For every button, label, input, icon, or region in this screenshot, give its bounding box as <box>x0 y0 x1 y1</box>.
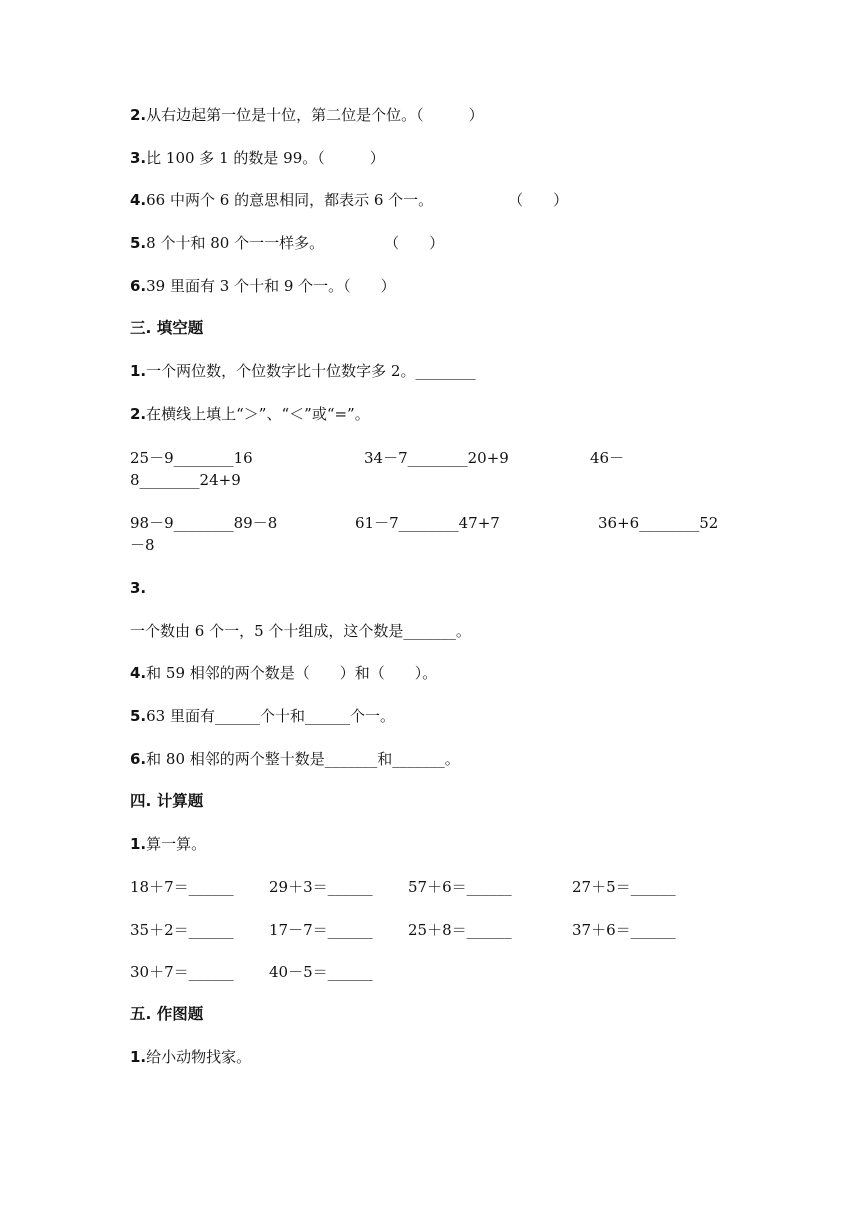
fill-item-3-text: 一个数由 6 个一，5 个十组成，这个数是_______。 <box>130 622 471 640</box>
calc-expression: 30＋7＝______ <box>130 963 234 981</box>
calc-expression: 29＋3＝______ <box>269 878 373 896</box>
section-heading-calc: 四. 计算题 <box>130 792 204 810</box>
item-number: 5. <box>130 707 147 725</box>
calc-expression: 37＋6＝______ <box>572 921 676 939</box>
calc-expression: 25＋8＝______ <box>408 921 512 939</box>
item-text: 算一算。 <box>146 835 207 853</box>
compare-expression: 34－7________20+9 <box>364 449 509 467</box>
item-text: 63 里面有______个十和______个一。 <box>146 707 395 725</box>
item-number: 4. <box>130 191 147 209</box>
compare-expression: 61－7________47+7 <box>355 514 500 532</box>
calc-expression: 18＋7＝______ <box>130 878 234 896</box>
item-text: 39 里面有 3 个十和 9 个一。（ ） <box>146 277 396 295</box>
fill-item-3-number <box>130 578 146 598</box>
item-text: 和 80 相邻的两个整十数是_______和_______。 <box>146 750 460 768</box>
fill-item-4 <box>130 663 437 683</box>
item-text: 给小动物找家。 <box>146 1048 252 1066</box>
item-number: 4. <box>130 664 147 682</box>
item-text: 从右边起第一位是十位，第二位是个位。（ ） <box>146 106 484 124</box>
compare-expression: 25－9________16 <box>130 449 253 467</box>
calc-expression: 40－5＝______ <box>269 963 373 981</box>
fill-item-5 <box>130 706 395 726</box>
fill-item-1 <box>130 361 475 381</box>
calc-expression: 57＋6＝______ <box>408 878 512 896</box>
item-text: 比 100 多 1 的数是 99。（ ） <box>146 149 385 167</box>
compare-expression: 98－9________89－8 <box>130 514 278 532</box>
item-text: 在横线上填上“＞”、“＜”或“=”。 <box>146 405 370 423</box>
item-number: 2. <box>130 106 147 124</box>
section-heading-draw: 五. 作图题 <box>130 1005 204 1023</box>
calc-expression: 35＋2＝______ <box>130 921 234 939</box>
compare-expression: 46－ <box>590 449 625 467</box>
item-number: 6. <box>130 750 147 768</box>
compare-expression: 36+6________52 <box>598 514 719 532</box>
fill-item-6 <box>130 749 460 769</box>
item-text: 和 59 相邻的两个数是（ ）和（ ）。 <box>146 664 438 682</box>
compare-expression: 8________24+9 <box>130 471 241 489</box>
item-text: 8 个十和 80 个一一样多。 （ ） <box>146 234 445 252</box>
item-text: 66 中两个 6 的意思相同，都表示 6 个一。 （ ） <box>146 191 569 209</box>
item-number: 6. <box>130 277 147 295</box>
item-number: 1. <box>130 362 147 380</box>
item-number: 2. <box>130 405 147 423</box>
item-number: 1. <box>130 835 147 853</box>
judge-item-2 <box>130 105 484 125</box>
item-number: 5. <box>130 234 147 252</box>
draw-item-1 <box>130 1047 251 1067</box>
judge-item-6 <box>130 276 396 296</box>
calc-item-1 <box>130 834 206 854</box>
judge-item-4 <box>130 190 568 210</box>
item-text: 一个两位数，个位数字比十位数字多 2。________ <box>146 362 476 380</box>
calc-expression: 17－7＝______ <box>269 921 373 939</box>
judge-item-3 <box>130 148 385 168</box>
judge-item-5 <box>130 233 444 253</box>
section-heading-fill: 三. 填空题 <box>130 319 204 337</box>
item-number: 3. <box>130 149 147 167</box>
compare-expression: －8 <box>130 536 155 554</box>
fill-item-2 <box>130 404 370 424</box>
item-number: 1. <box>130 1048 147 1066</box>
calc-expression: 27＋5＝______ <box>572 878 676 896</box>
item-number: 3. <box>130 579 147 597</box>
